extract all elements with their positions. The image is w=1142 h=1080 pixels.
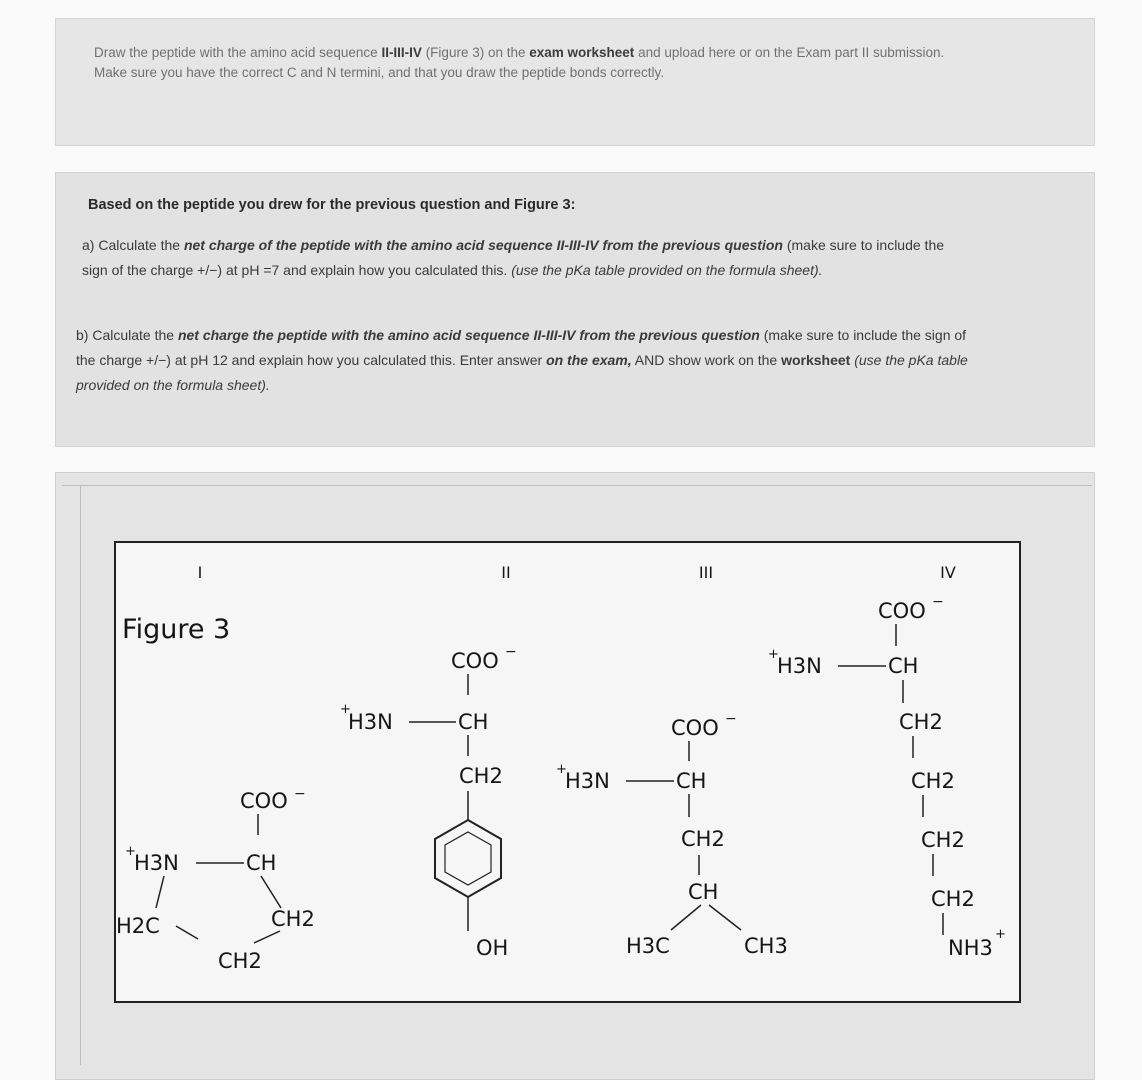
label-I: I <box>197 563 203 582</box>
ch2-text: CH2 <box>271 907 315 931</box>
question-2-title: Based on the peptide you drew for the previous question and Figure 3: <box>88 197 576 213</box>
ch-text: CH <box>458 710 489 734</box>
q1-sequence: II-III-IV <box>381 45 422 60</box>
minus-sign: − <box>505 644 517 660</box>
label-III: III <box>698 563 714 582</box>
ch2-text: CH2 <box>899 710 943 734</box>
q2a-bold: net charge of the peptide with the amino acid sequence II-III-IV from the previous question <box>183 237 783 253</box>
amine-text: H3N <box>565 769 610 793</box>
plus-sign: + <box>768 647 779 662</box>
amine-text: H3N <box>777 654 822 678</box>
h3c-text: H3C <box>626 934 670 958</box>
q1-worksheet: exam worksheet <box>529 45 635 60</box>
label-IV: IV <box>940 563 956 582</box>
label-II: II <box>501 563 511 582</box>
amine-text: H3N <box>348 710 393 734</box>
ch3-text: CH3 <box>744 934 788 958</box>
figure-panel <box>55 472 1095 1080</box>
ch2-text: CH2 <box>681 827 725 851</box>
minus-sign: − <box>294 786 306 802</box>
figure-3-box <box>114 541 1021 1003</box>
plus-sign: + <box>125 844 136 859</box>
question-2a-text <box>82 233 972 283</box>
q2b-bold: net charge the peptide with the amino acid sequence II-III-IV from the previous question <box>177 327 760 343</box>
figure-3-structures <box>116 543 1019 1001</box>
ch2-text: CH2 <box>921 828 965 852</box>
h2c-text: H2C <box>116 914 160 938</box>
ch-text: CH <box>676 769 707 793</box>
ch-text: CH <box>888 654 919 678</box>
plus-sign: + <box>556 762 567 777</box>
ch-text: CH <box>246 851 277 875</box>
q2b-bold3: worksheet <box>781 352 851 368</box>
ch2-text: CH2 <box>459 764 503 788</box>
minus-sign: − <box>725 711 737 727</box>
ch-text: CH <box>688 880 719 904</box>
q2b-prefix: b) Calculate the <box>76 327 178 343</box>
plus-sign: + <box>340 702 351 717</box>
question-1-text <box>94 43 954 83</box>
q1-text-mid: (Figure 3) on the <box>421 45 530 60</box>
amino-acid-II <box>340 644 517 960</box>
figure-title: Figure 3 <box>122 614 231 645</box>
q2a-mid: (make sure to include the sign of the charge +/−) at pH =7 and explain how you calculated this. <box>82 237 945 278</box>
oh-text: OH <box>476 936 509 960</box>
q2a-prefix: a) Calculate the <box>82 237 184 253</box>
coo-text: COO <box>878 599 926 623</box>
amine-text: H3N <box>134 851 179 875</box>
q1-text-after: and upload here or on the Exam part II submission. Make sure you have the correct C and N termini, and that you draw the peptide bonds correctly. <box>94 45 945 80</box>
coo-text: COO <box>451 649 499 673</box>
amino-acid-I <box>116 786 315 973</box>
q2b-italic: (use the pKa table provided on the formula sheet). <box>76 352 968 393</box>
ch2-text: CH2 <box>911 769 955 793</box>
figure-table-rule <box>62 485 1092 486</box>
q2b-mid: (make sure to include the sign of the charge +/−) at pH 12 and explain how you calculated this. Enter answer <box>76 327 967 368</box>
q1-text-before: Draw the peptide with the amino acid sequence <box>94 45 382 60</box>
q2a-italic: (use the pKa table provided on the formula sheet). <box>511 262 823 278</box>
amino-acid-III <box>556 711 788 958</box>
question-1-panel <box>55 18 1095 146</box>
nh3-text: NH3 <box>948 936 993 960</box>
ch2-text: CH2 <box>218 949 262 973</box>
amino-acid-IV <box>768 594 1006 960</box>
question-2b-text <box>76 323 976 398</box>
figure-table-cell <box>62 485 81 1065</box>
minus-sign: − <box>932 594 944 610</box>
q2b-mid2: AND show work on the <box>631 352 782 368</box>
question-2-panel <box>55 172 1095 447</box>
coo-text: COO <box>240 789 288 813</box>
q2b-bold2: on the exam, <box>546 352 632 368</box>
ch2-text: CH2 <box>931 887 975 911</box>
plus-sign: + <box>995 927 1006 942</box>
coo-text: COO <box>671 716 719 740</box>
